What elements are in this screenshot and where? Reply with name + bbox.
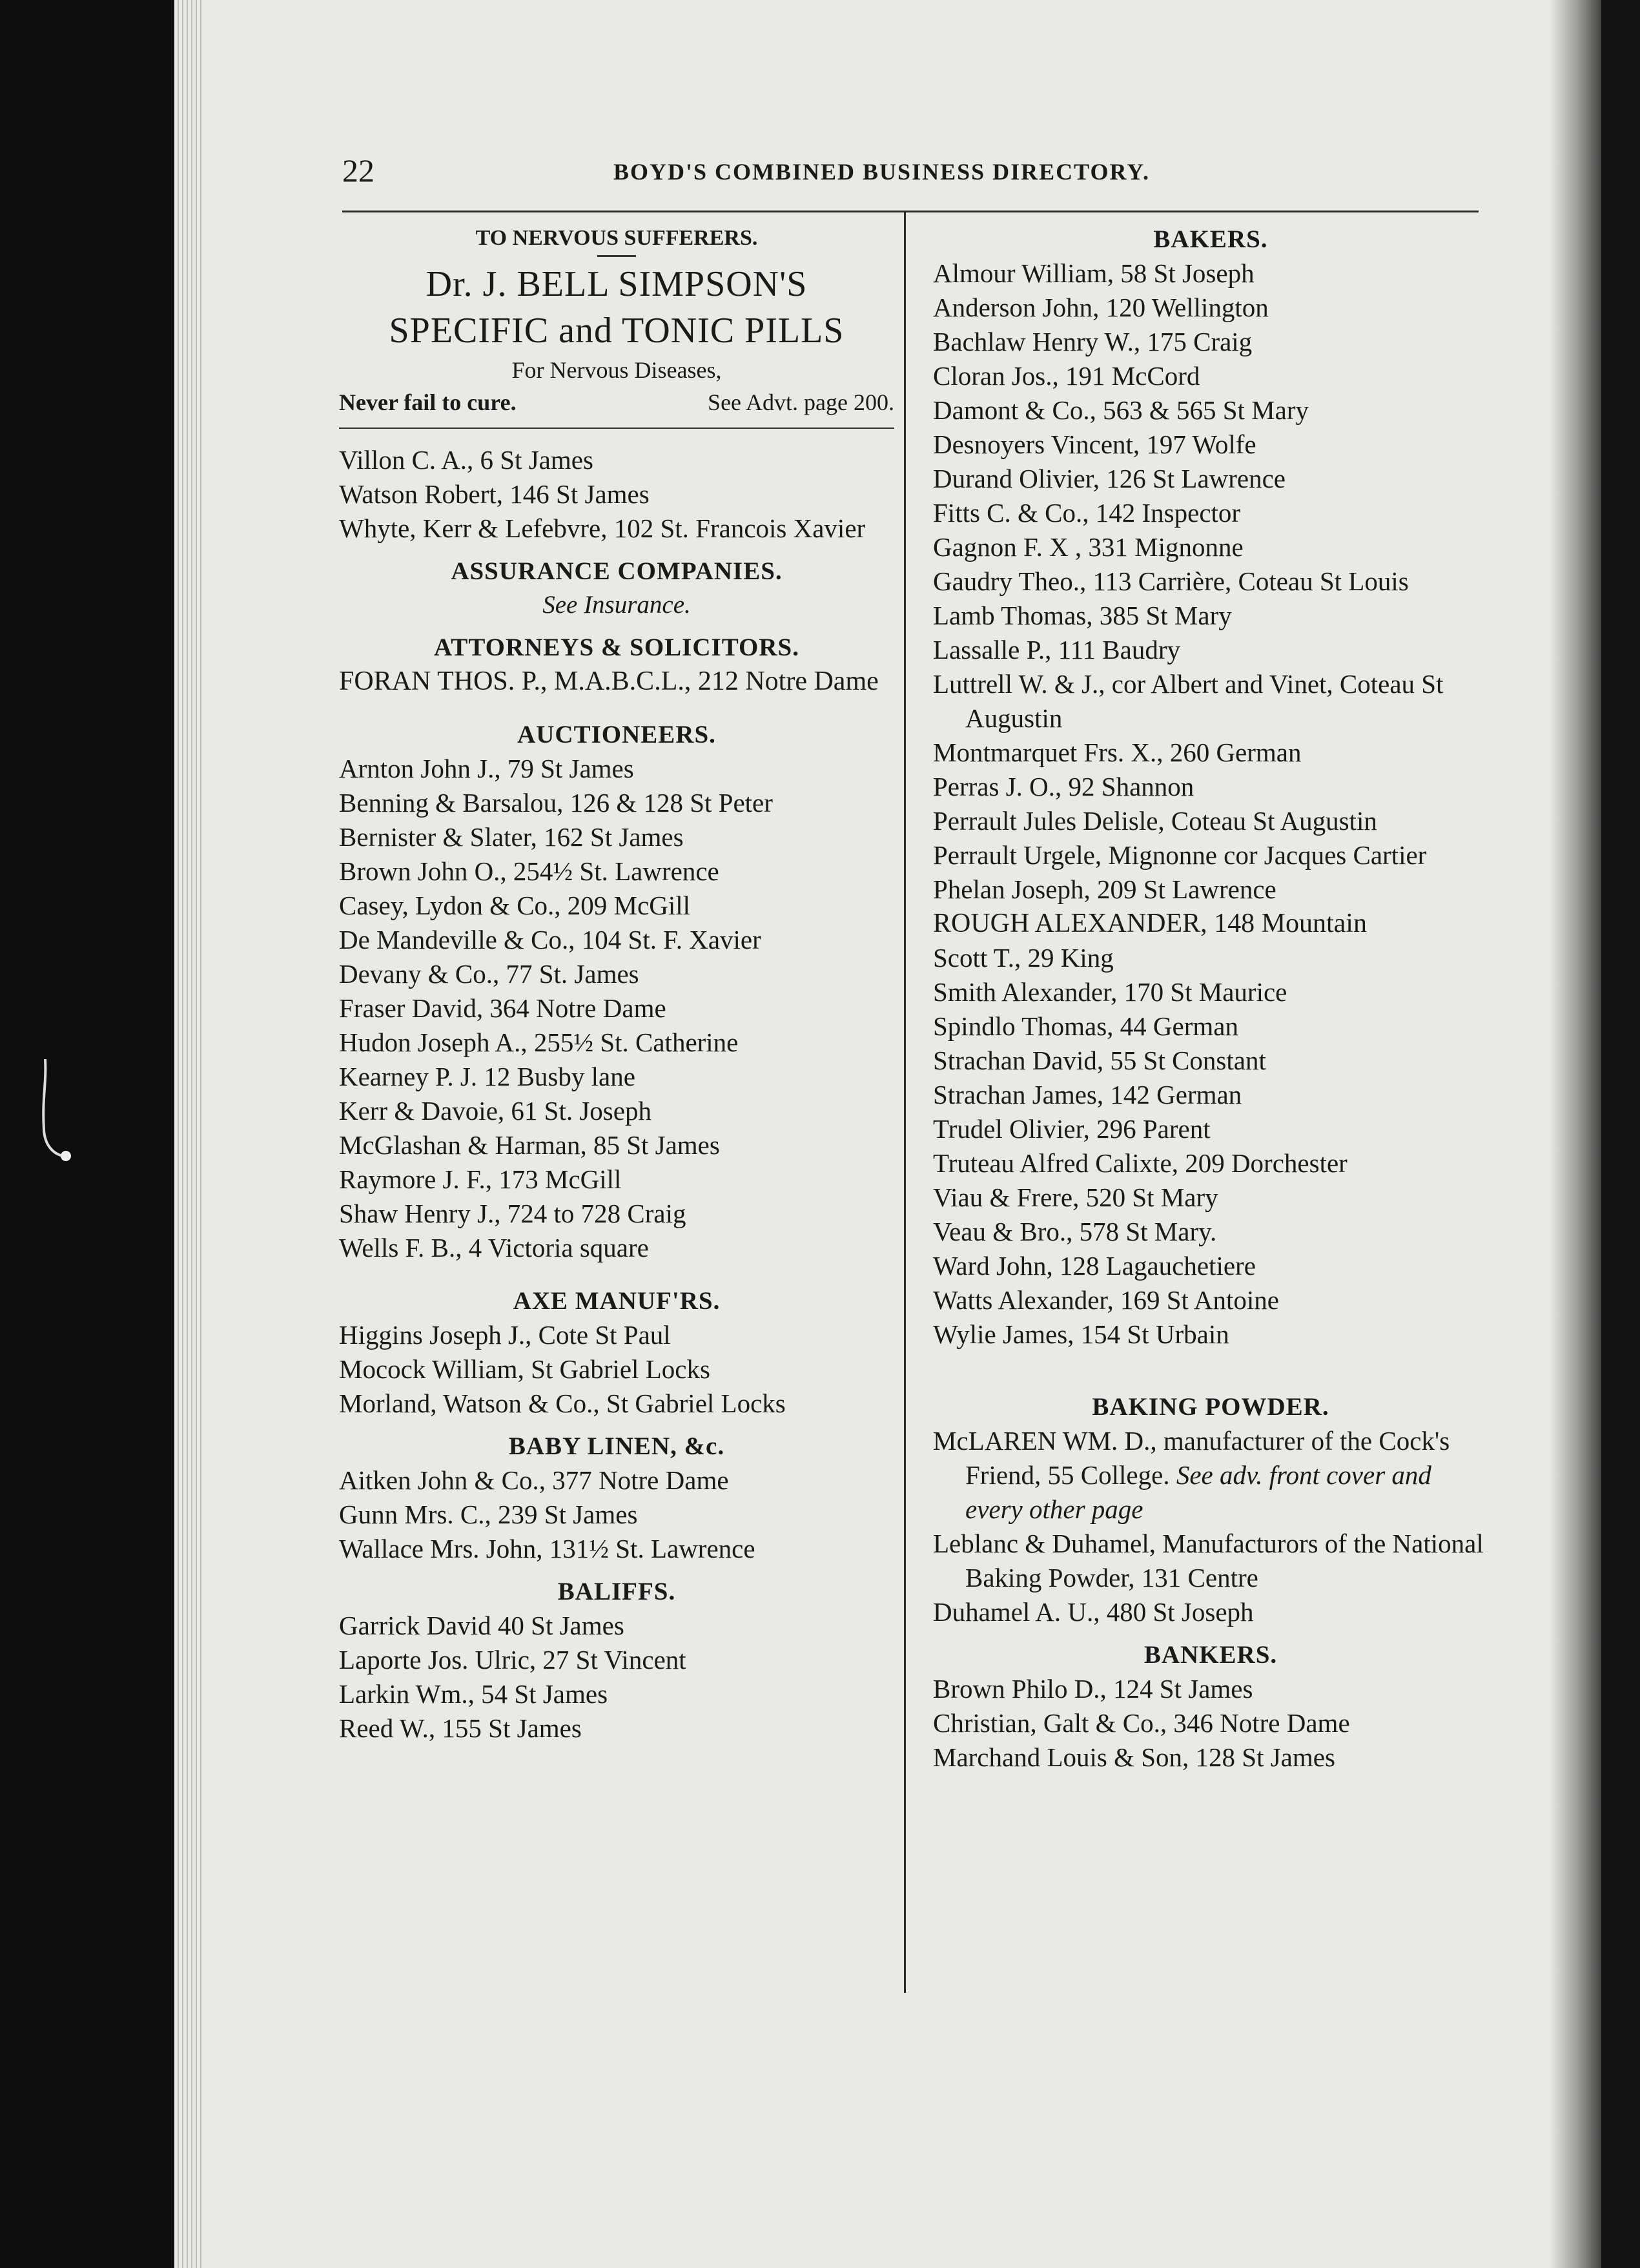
list-item: Devany & Co., 77 St. James	[339, 959, 639, 989]
list-item: Lamb Thomas, 385 St Mary	[933, 601, 1232, 630]
list-item: Marchand Louis & Son, 128 St James	[933, 1742, 1335, 1772]
list-item: Fitts C. & Co., 142 Inspector	[933, 498, 1241, 528]
list-item: Watson Robert, 146 St James	[339, 479, 650, 509]
right-column	[933, 223, 1488, 1775]
page-header	[342, 152, 1479, 191]
ad-line-2: SPECIFIC and TONIC PILLS	[389, 311, 845, 351]
list-item: Gaudry Theo., 113 Carrière, Coteau St Louis	[933, 566, 1409, 596]
ad-rule	[339, 428, 894, 429]
ad-dash	[597, 255, 636, 257]
list-item: Watts Alexander, 169 St Antoine	[933, 1285, 1279, 1315]
list-item: Duhamel A. U., 480 St Joseph	[933, 1597, 1254, 1627]
list-item: Benning & Barsalou, 126 & 128 St Peter	[339, 788, 773, 818]
section-heading-assurance: ASSURANCE COMPANIES.	[451, 557, 783, 585]
header-rule	[342, 211, 1479, 212]
list-item: Aitken John & Co., 377 Notre Dame	[339, 1465, 729, 1495]
auctioneers-list	[339, 752, 894, 1265]
list-item: Wylie James, 154 St Urbain	[933, 1319, 1229, 1349]
list-item: Gunn Mrs. C., 239 St James	[339, 1500, 638, 1529]
list-item: Whyte, Kerr & Lefebvre, 102 St. Francois Xavier	[339, 513, 866, 543]
page-edge-lines	[178, 0, 203, 2268]
ad-left-text: Never fail to cure.	[339, 389, 517, 415]
list-item: Villon C. A., 6 St James	[339, 445, 593, 475]
list-item: Strachan David, 55 St Constant	[933, 1046, 1266, 1075]
list-item: Reed W., 155 St James	[339, 1713, 582, 1743]
list-item: Smith Alexander, 170 St Maurice	[933, 977, 1287, 1007]
section-heading-auctioneers: AUCTIONEERS.	[517, 721, 716, 748]
mclaren-see-note: See adv. front cover and every other page	[965, 1460, 1431, 1524]
ad-line-1: Dr. J. BELL SIMPSON'S	[425, 264, 808, 304]
list-item: Larkin Wm., 54 St James	[339, 1679, 608, 1709]
list-item: Bachlaw Henry W., 175 Craig	[933, 327, 1253, 356]
list-item: Trudel Olivier, 296 Parent	[933, 1114, 1211, 1144]
list-item: Kearney P. J. 12 Busby lane	[339, 1062, 635, 1091]
list-item: Luttrell W. & J., cor Albert and Vinet, Coteau St Augustin	[933, 669, 1444, 733]
list-item: Damont & Co., 563 & 565 St Mary	[933, 395, 1309, 425]
ad-subtitle: For Nervous Diseases,	[511, 357, 722, 383]
list-item: Lassalle P., 111 Baudry	[933, 635, 1180, 665]
list-item: Veau & Bro., 578 St Mary.	[933, 1217, 1217, 1246]
list-item: Shaw Henry J., 724 to 728 Craig	[339, 1199, 686, 1228]
list-item: Perras J. O., 92 Shannon	[933, 772, 1194, 801]
section-heading-attorneys: ATTORNEYS & SOLICITORS.	[434, 634, 799, 661]
list-item: Brown John O., 254½ St. Lawrence	[339, 856, 719, 886]
section-heading-baliffs: BALIFFS.	[557, 1578, 676, 1605]
page-gutter-shadow	[1550, 0, 1601, 2268]
section-heading-baby-linen: BABY LINEN, &c.	[508, 1432, 725, 1460]
list-item: Garrick David 40 St James	[339, 1611, 624, 1640]
entries-top	[339, 443, 894, 546]
advertisement	[339, 223, 894, 429]
list-item: Christian, Galt & Co., 346 Notre Dame	[933, 1708, 1350, 1738]
list-item: Perrault Urgele, Mignonne cor Jacques Cartier	[933, 840, 1427, 870]
ad-heading: TO NERVOUS SUFFERERS.	[475, 226, 758, 250]
list-item: Fraser David, 364 Notre Dame	[339, 993, 666, 1023]
running-title: BOYD'S COMBINED BUSINESS DIRECTORY.	[613, 159, 1150, 185]
list-item: Viau & Frere, 520 St Mary	[933, 1182, 1218, 1212]
list-item: Scott T., 29 King	[933, 943, 1114, 973]
cross-reference-note: See Insurance.	[542, 591, 691, 619]
list-item: Wallace Mrs. John, 131½ St. Lawrence	[339, 1534, 755, 1563]
section-heading-baking-powder: BAKING POWDER.	[1092, 1393, 1329, 1421]
book-spine-shadow	[1601, 0, 1640, 2268]
list-item: Bernister & Slater, 162 St James	[339, 822, 684, 852]
section-heading-bakers: BAKERS.	[1153, 225, 1268, 253]
section-heading-axe: AXE MANUF'RS.	[513, 1287, 721, 1315]
list-item: Strachan James, 142 German	[933, 1080, 1242, 1109]
list-item: Brown Philo D., 124 St James	[933, 1674, 1253, 1704]
list-item: Laporte Jos. Ulric, 27 St Vincent	[339, 1645, 686, 1675]
list-item: Anderson John, 120 Wellington	[933, 293, 1269, 322]
list-item: Montmarquet Frs. X., 260 German	[933, 737, 1302, 767]
list-item: Kerr & Davoie, 61 St. Joseph	[339, 1096, 651, 1126]
list-item: ROUGH ALEXANDER, 148 Mountain	[933, 909, 1367, 938]
bakers-list	[933, 256, 1488, 1352]
list-item: Morland, Watson & Co., St Gabriel Locks	[339, 1388, 786, 1418]
ad-footer	[339, 386, 894, 418]
list-item: Spindlo Thomas, 44 German	[933, 1011, 1238, 1041]
list-item: Perrault Jules Delisle, Coteau St Augustin	[933, 806, 1377, 836]
page-number: 22	[342, 152, 374, 189]
list-item: Wells F. B., 4 Victoria square	[339, 1233, 649, 1263]
list-item: Leblanc & Duhamel, Manufacturors of the National Baking Powder, 131 Centre	[933, 1529, 1484, 1593]
list-item: Gagnon F. X , 331 Mignonne	[933, 532, 1244, 562]
mclaren-entry-text: McLAREN WM. D., manufacturer of the Cock's Friend, 55 College.	[933, 1426, 1450, 1490]
list-item: Mocock William, St Gabriel Locks	[339, 1354, 710, 1384]
list-item: Cloran Jos., 191 McCord	[933, 361, 1200, 391]
list-item: Durand Olivier, 126 St Lawrence	[933, 464, 1286, 493]
list-item: Raymore J. F., 173 McGill	[339, 1164, 622, 1194]
list-item: Almour William, 58 St Joseph	[933, 258, 1255, 288]
column-divider	[904, 211, 906, 1993]
list-item: De Mandeville & Co., 104 St. F. Xavier	[339, 925, 761, 954]
list-item: FORAN THOS. P., M.A.B.C.L., 212 Notre Dame	[339, 666, 879, 696]
list-item: Higgins Joseph J., Cote St Paul	[339, 1320, 671, 1350]
list-item: Arnton John J., 79 St James	[339, 754, 634, 783]
list-item: Phelan Joseph, 209 St Lawrence	[933, 874, 1276, 904]
left-column	[339, 223, 894, 1746]
ad-right-text: See Advt. page 200.	[708, 389, 894, 415]
list-item: Ward John, 128 Lagauchetiere	[933, 1251, 1256, 1281]
list-item: Hudon Joseph A., 255½ St. Catherine	[339, 1027, 739, 1057]
section-heading-bankers: BANKERS.	[1143, 1641, 1278, 1669]
torn-thread-mark	[39, 1059, 77, 1188]
list-item: Casey, Lydon & Co., 209 McGill	[339, 891, 690, 920]
list-item: Truteau Alfred Calixte, 209 Dorchester	[933, 1148, 1348, 1178]
list-item-mclaren	[933, 1424, 1488, 1527]
list-item: Desnoyers Vincent, 197 Wolfe	[933, 429, 1256, 459]
list-item: McGlashan & Harman, 85 St James	[339, 1130, 720, 1160]
